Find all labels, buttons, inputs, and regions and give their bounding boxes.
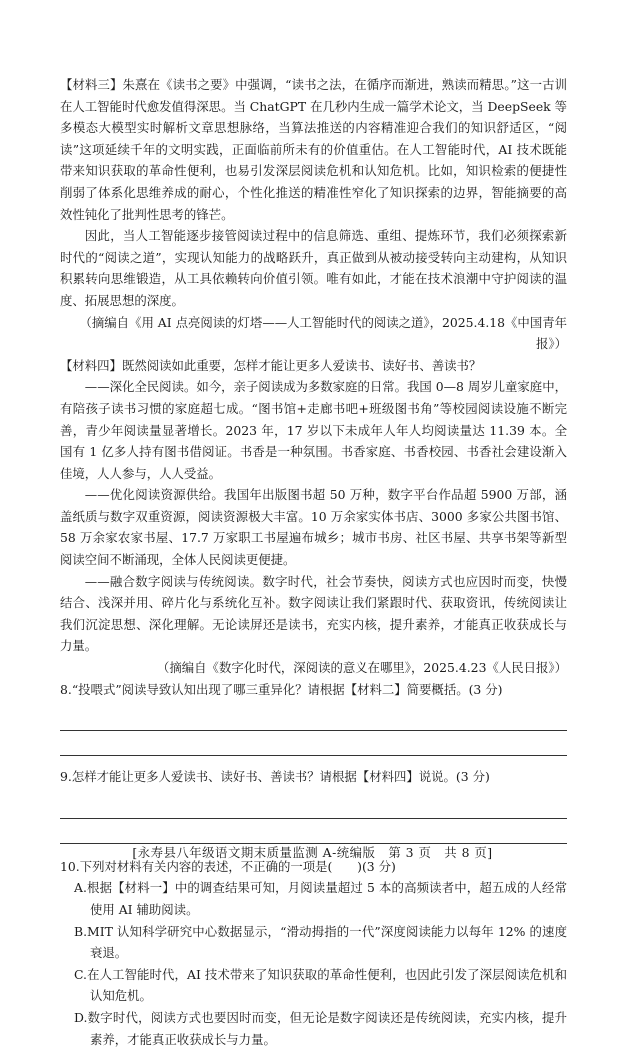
material-4-paragraph-2: ——优化阅读资源供给。我国年出版图书超 50 万种，数字平台作品超 5900 万部，涵盖纸质与数字双重资源，阅读资源极大丰富。10 万余家实体书店、3000 多家公共图书馆、58 万余家农家书屋、17.7 万家职工书屋遍布城乡；城市书房、社区书屋、共享书架等新型阅读空间不断涌现，全体人民阅读更便捷。 (60, 487, 567, 568)
material-4-paragraph-1: ——深化全民阅读。如今，亲子阅读成为多数家庭的日常。我国 0—8 周岁儿童家庭中，有陪孩子读书习惯的家庭超七成。“图书馆+走廊书吧+班级图书角”等校园阅读设施不断完善，青少年阅读量显著增长。2023 年，17 岁以下未成年人年人均阅读量达 11.39 本。全国有 1 亿多人持有图书借阅证。书香是一种氛围。书香家庭、书香校园、书香社会建设渐入佳境，人人参与，人人受益。 (60, 379, 567, 481)
page-footer: [永寿县八年级语文期末质量监测 A-统编版 第 3 页 共 8 页] (132, 845, 493, 860)
option-b: B.MIT 认知科学研究中心数据显示，“滑动拇指的一代”深度阅读能力以每年 12% 的速度衰退。 (74, 923, 567, 961)
option-a: A.根据【材料一】中的调查结果可知，月阅读量超过 5 本的高频读者中，超五成的人经常使用 AI 辅助阅读。 (74, 880, 567, 917)
material-3-paragraph-1: 【材料三】朱熹在《读书之要》中强调，“读书之法，在循序而渐进，熟读而精思。”这一古训在人工智能时代愈发值得深思。当 ChatGPT 在几秒内生成一篇学术论文，当 DeepSeek 等多模态大模型实时解析文章思想脉络，当算法推送的内容精准迎合我们的知识舒适区，“阅读”这项延续千年的文明实践，正面临前所未有的价值重估。在人工智能时代，AI 技术既能带来知识获取的革命性便利，也易引发深层阅读危机和认知危机。比如，知识检索的便捷性削弱了体系化思维养成的耐心，个性化推送的精准性窄化了知识探索的边界，智能摘要的高效性钝化了批判性思考的锋芒。 (60, 77, 567, 222)
material-3-source: （摘编自《用 AI 点亮阅读的灯塔——人工智能时代的阅读之道》，2025.4.18《中国青年报》） (79, 314, 567, 352)
question-8: 8.“投喂式”阅读导致认知出现了哪三重异化？请根据【材料二】简要概括。(3 分) (60, 681, 503, 697)
material-4-paragraph-3: ——融合数字阅读与传统阅读。数字时代，社会节奏快，阅读方式也应因时而变，快慢结合、浅深并用、碎片化与系统化互补。数字阅读让我们紧跟时代、获取资讯，传统阅读让我们沉淀思想、深化理解。无论读屏还是读书，充实内核，提升素养，才能真正收获成长与力量。 (60, 573, 567, 654)
option-c: C.在人工智能时代，AI 技术带来了知识获取的革命性便利，也因此引发了深层阅读危机和认知危机。 (74, 966, 567, 1004)
material-4-heading: 【材料四】既然阅读如此重要，怎样才能让更多人爱读书、读好书、善读书？ (60, 357, 482, 373)
material-4-source: （摘编自《数字化时代，深阅读的意义在哪里》，2025.4.23《人民日报》） (157, 660, 567, 676)
option-d: D.数字时代，阅读方式也要因时而变，但无论是数字阅读还是传统阅读，充实内核，提升素养，才能真正收获成长与力量。 (74, 1009, 567, 1047)
question-10: 10.下列对材料有关内容的表述，不正确的一项是( )(3 分) (60, 858, 396, 874)
material-3-paragraph-2: 因此，当人工智能逐步接管阅读过程中的信息筛选、重组、提炼环节，我们必须探索新时代的“阅读之道”，实现认知能力的战略跃升，真正做到从被动接受转向主动建构，从知识积累转向思维锻造，从工具依赖转向价值引领。唯有如此，才能在技术浪潮中守护阅读的温度、拓展思想的深度。 (60, 228, 567, 308)
question-9: 9.怎样才能让更多人爱读书、读好书、善读书？请根据【材料四】说说。(3 分) (60, 769, 490, 785)
